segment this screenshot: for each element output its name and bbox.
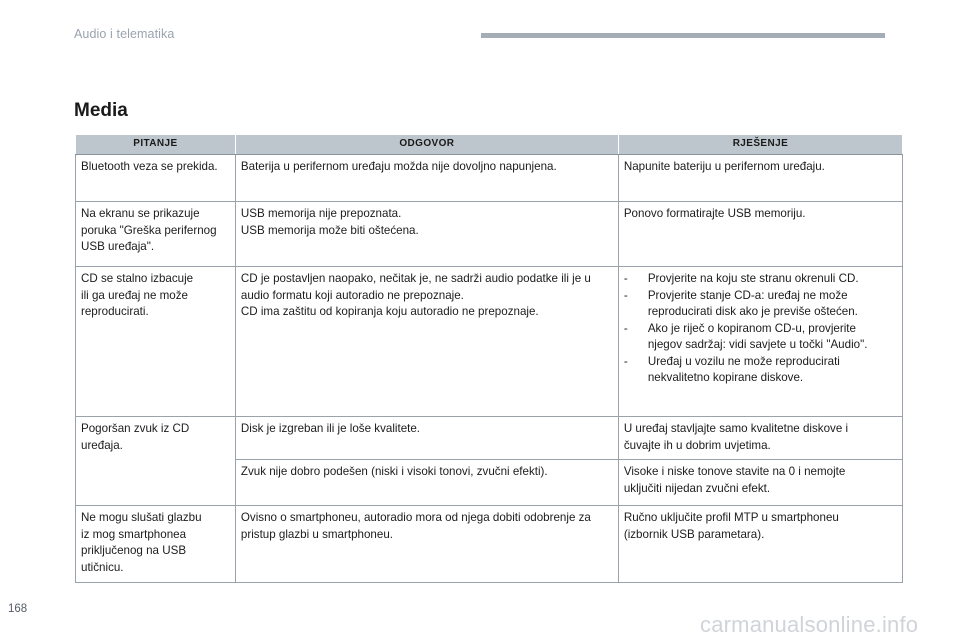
answer-cell bbox=[235, 460, 618, 506]
table-row bbox=[76, 155, 903, 202]
answer-text: Disk je izgreban ili je loše kvalitete. bbox=[240, 422, 421, 435]
answer-text: pristup glazbi u smartphoneu. bbox=[240, 527, 393, 541]
solution-text: Visoke i niske tonove stavite na 0 i nemojte bbox=[623, 465, 846, 478]
answer-text: CD je postavljen naopako, nečitak je, ne sadrži audio podatke ili je u bbox=[240, 272, 591, 285]
question-text: Bluetooth veza se prekida. bbox=[81, 160, 218, 173]
solution-text: Ručno uključite profil MTP u smartphoneu bbox=[623, 511, 839, 524]
question-text: utičnicu. bbox=[81, 560, 124, 574]
solution-cell bbox=[618, 460, 902, 506]
question-text: ili ga uređaj ne može bbox=[81, 288, 188, 302]
answer-cell bbox=[235, 417, 618, 460]
question-text: uređaja. bbox=[81, 438, 123, 452]
answer-cell bbox=[235, 202, 618, 267]
bullet-text: nekvalitetno kopirane diskove. bbox=[647, 371, 804, 384]
bullet-text: njegov sadržaj: vidi savjete u točki "Audio". bbox=[647, 338, 868, 351]
question-text: CD se stalno izbacuje bbox=[81, 272, 194, 285]
solution-text: (izbornik USB parametara). bbox=[623, 527, 765, 541]
list-item bbox=[624, 271, 897, 288]
header-bar bbox=[481, 33, 885, 38]
column-header-answer: ODGOVOR bbox=[235, 135, 618, 155]
question-text: Pogoršan zvuk iz CD bbox=[81, 422, 190, 435]
table-row bbox=[76, 506, 903, 583]
question-cell bbox=[76, 506, 236, 583]
list-item bbox=[624, 288, 897, 321]
question-cell bbox=[76, 155, 236, 202]
column-header-solution: RJEŠENJE bbox=[618, 135, 902, 155]
question-text: priključenog na USB bbox=[81, 544, 187, 557]
solution-bullet-list bbox=[624, 271, 897, 387]
faq-table bbox=[75, 134, 903, 583]
answer-text: Baterija u perifernom uređaju možda nije dovoljno napunjena. bbox=[240, 160, 557, 173]
table-row bbox=[76, 267, 903, 417]
solution-text: uključiti nijedan zvučni efekt. bbox=[623, 481, 771, 495]
question-text: reproducirati. bbox=[81, 305, 149, 318]
answer-cell bbox=[235, 267, 618, 417]
question-cell bbox=[76, 417, 236, 506]
bullet-text: reproducirati disk ako je previše oštećen. bbox=[647, 305, 858, 318]
question-cell bbox=[76, 202, 236, 267]
question-text: USB uređaja". bbox=[81, 240, 155, 253]
question-text: Na ekranu se prikazuje bbox=[81, 207, 200, 220]
bullet-text: - Ako je riječ o kopiranom CD-u, provjerite bbox=[647, 321, 856, 335]
solution-text: U uređaj stavljajte samo kvalitetne diskove i bbox=[623, 422, 849, 435]
table-row bbox=[76, 202, 903, 267]
solution-text: čuvajte ih u dobrim uvjetima. bbox=[623, 438, 771, 452]
answer-text: USB memorija može biti oštećena. bbox=[240, 223, 419, 237]
table-header-row bbox=[76, 135, 903, 155]
solution-cell bbox=[618, 417, 902, 460]
question-cell bbox=[76, 267, 236, 417]
answer-cell bbox=[235, 506, 618, 583]
question-text: iz mog smartphonea bbox=[81, 527, 187, 541]
solution-text: Napunite bateriju u perifernom uređaju. bbox=[623, 160, 825, 173]
answer-text: Zvuk nije dobro podešen (niski i visoki tonovi, zvučni efekti). bbox=[240, 465, 548, 478]
solution-cell bbox=[618, 155, 902, 202]
question-text: Ne mogu slušati glazbu bbox=[81, 511, 202, 524]
section-title: Media bbox=[74, 100, 128, 121]
answer-text: Ovisno o smartphoneu, autoradio mora od njega dobiti odobrenje za bbox=[240, 511, 591, 524]
answer-cell bbox=[235, 155, 618, 202]
solution-cell bbox=[618, 506, 902, 583]
answer-text: audio formatu koji autoradio ne prepoznaje. bbox=[240, 288, 464, 302]
solution-text: Ponovo formatirajte USB memoriju. bbox=[623, 207, 806, 220]
page-number: 168 bbox=[8, 603, 28, 615]
solution-cell bbox=[618, 202, 902, 267]
table-row bbox=[76, 417, 903, 460]
question-text: poruka "Greška perifernog bbox=[81, 223, 217, 237]
bullet-text: - Provjerite stanje CD-a: uređaj ne može bbox=[647, 288, 848, 302]
list-item bbox=[624, 321, 897, 354]
header-title: Audio i telematika bbox=[74, 27, 175, 41]
bullet-text: - Provjerite na koju ste stranu okrenuli CD. bbox=[647, 272, 859, 285]
answer-text: CD ima zaštitu od kopiranja koju autoradio ne prepoznaje. bbox=[240, 305, 539, 318]
list-item bbox=[624, 354, 897, 387]
column-header-question: PITANJE bbox=[76, 135, 236, 155]
bullet-text: - Uređaj u vozilu ne može reproducirati bbox=[647, 354, 840, 368]
watermark-link[interactable]: carmanualsonline.info bbox=[700, 612, 919, 637]
solution-cell bbox=[618, 267, 902, 417]
answer-text: USB memorija nije prepoznata. bbox=[240, 207, 402, 220]
